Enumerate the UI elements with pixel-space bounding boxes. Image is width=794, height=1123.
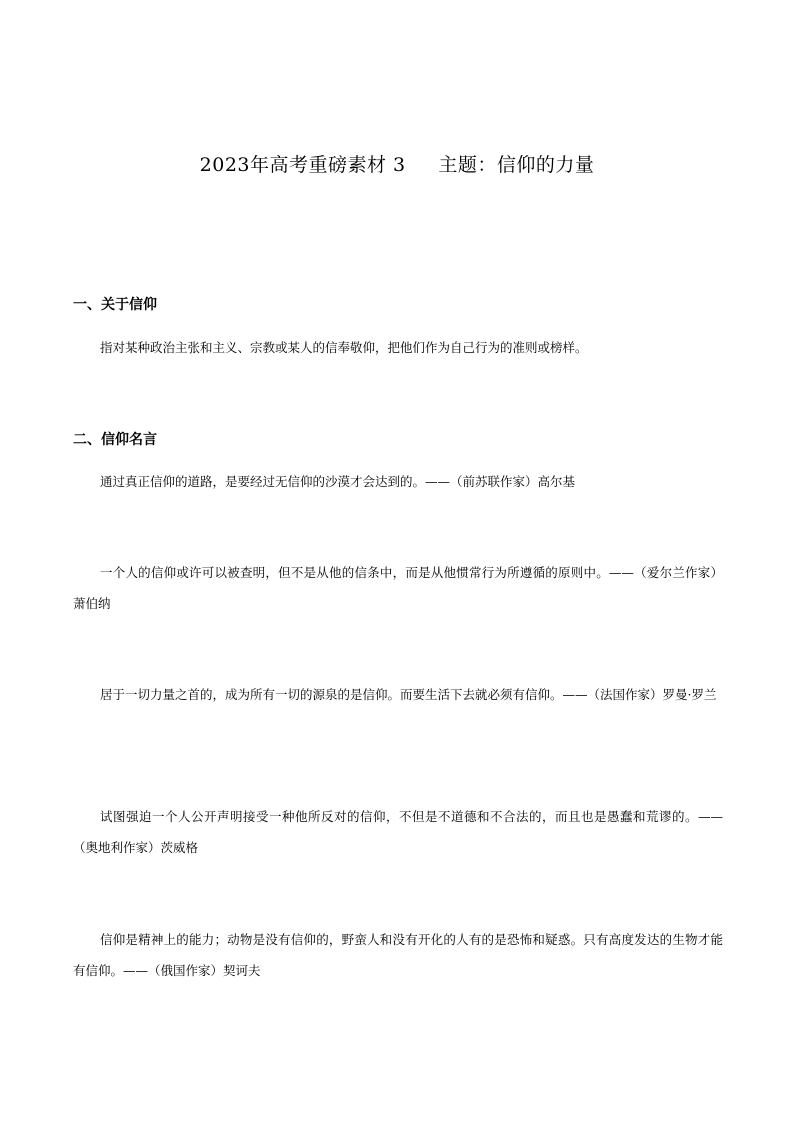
section-heading-about-faith: 一、关于信仰 — [73, 297, 157, 313]
quote-paragraph-rolland: 居于一切力量之首的，成为所有一切的源泉的是信仰。而要生活下去就必须有信仰。——（法国作家）罗曼·罗兰 — [100, 687, 717, 702]
quote-paragraph-chekhov: 信仰是精神上的能力；动物是没有信仰的，野蛮人和没有开化的人有的是恐怖和疑惑。只有高度发达的生物才能有信仰。——（俄国作家）契诃夫 — [73, 932, 723, 978]
section-heading-faith-quotes: 二、信仰名言 — [73, 432, 157, 448]
document-title: 2023年高考重磅素材 3 主题：信仰的力量 — [199, 154, 595, 176]
definition-paragraph: 指对某种政治主张和主义、宗教或某人的信奉敬仰，把他们作为自己行为的准则或榜样。 — [100, 340, 588, 355]
quote-paragraph-gorky: 通过真正信仰的道路，是要经过无信仰的沙漠才会达到的。——（前苏联作家）高尔基 — [100, 474, 576, 489]
quote-paragraph-shaw: 一个人的信仰或许可以被查明，但不是从他的信条中，而是从他惯常行为所遵循的原则中。——（爱尔兰作家）萧伯纳 — [73, 565, 723, 611]
quote-paragraph-zweig: 试图强迫一个人公开声明接受一种他所反对的信仰，不但是不道德和不合法的，而且也是愚蠢和荒谬的。——（奥地利作家）茨威格 — [73, 809, 723, 855]
